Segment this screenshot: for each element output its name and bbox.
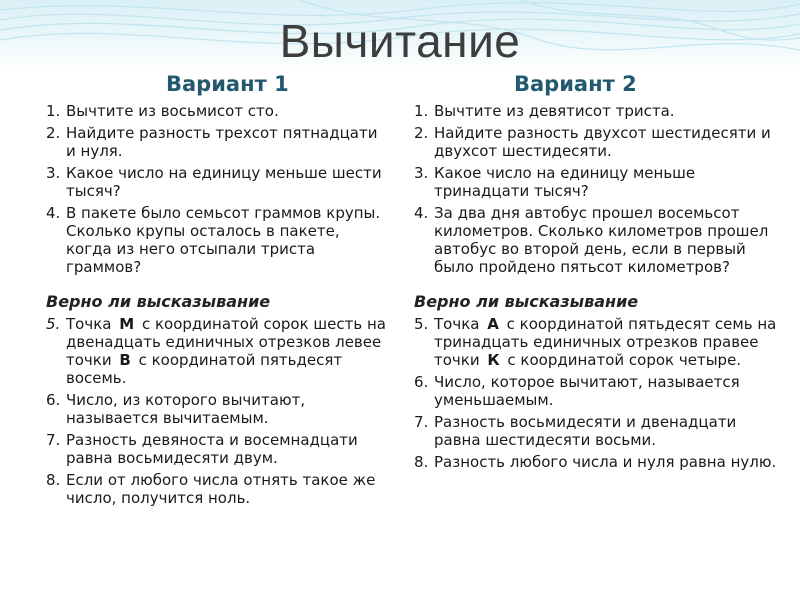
- question-text: За два дня автобус прошел восемьсот километров. Сколько километров прошел автобус во второй день, если в первый было пройдено пятьсот километров?: [434, 204, 769, 276]
- v2-question-6: [414, 373, 784, 409]
- variant-2-header: Вариант 2: [514, 72, 637, 96]
- point-letter: М: [119, 315, 135, 333]
- v2-question-2: [414, 124, 784, 160]
- question-number: 1.: [414, 102, 429, 120]
- question-number: 4.: [46, 204, 61, 222]
- question-number: 5.: [414, 315, 429, 333]
- variant-1-header: Вариант 1: [166, 72, 289, 96]
- question-number: 4.: [414, 204, 429, 222]
- v2-question-5: [414, 315, 784, 369]
- question-text: с координатой пятьдесят семь на тринадцать единичных отрезков правее точки: [434, 315, 777, 369]
- v2-question-8: [414, 453, 784, 471]
- question-text: Разность восьмидесяти и двенадцати равна шестидесяти восьми.: [434, 413, 737, 449]
- v1-question-6: [46, 391, 386, 427]
- point-letter: А: [487, 315, 499, 333]
- question-text: Если от любого числа отнять такое же число, получится ноль.: [66, 471, 376, 507]
- question-number: 2.: [46, 124, 61, 142]
- question-text: Какое число на единицу меньше тринадцати тысяч?: [434, 164, 696, 200]
- v1-section-heading: Верно ли высказывание: [46, 292, 271, 311]
- question-text: Разность любого числа и нуля равна нулю.: [434, 453, 777, 471]
- question-number: 6.: [414, 373, 429, 391]
- v1-question-1: [46, 102, 386, 120]
- question-text: с координатой сорок шесть на двенадцать единичных отрезков левее точки: [66, 315, 386, 369]
- v1-question-5: [46, 315, 386, 387]
- question-text: с координатой сорок четыре.: [507, 351, 742, 369]
- question-number: 3.: [414, 164, 429, 182]
- v1-question-3: [46, 164, 386, 200]
- question-text: Найдите разность трехсот пятнадцати и нуля.: [66, 124, 378, 160]
- question-text: Какое число на единицу меньше шести тысяч?: [66, 164, 382, 200]
- question-text: Найдите разность двухсот шестидесяти и двухсот шестидесяти.: [434, 124, 771, 160]
- question-number: 1.: [46, 102, 61, 120]
- v2-question-7: [414, 413, 784, 449]
- question-text: Точка: [66, 315, 112, 333]
- question-text: Разность девяноста и восемнадцати равна восьмидесяти двум.: [66, 431, 358, 467]
- question-text: Вычтите из девятисот триста.: [434, 102, 675, 120]
- question-number: 8.: [414, 453, 429, 471]
- variant-1-column: [46, 72, 386, 511]
- page-title: Вычитание: [279, 15, 521, 67]
- question-text: Число, которое вычитают, называется уменьшаемым.: [434, 373, 740, 409]
- point-letter: К: [487, 351, 500, 369]
- question-number: 6.: [46, 391, 61, 409]
- question-number: 5.: [46, 315, 61, 333]
- question-number: 2.: [414, 124, 429, 142]
- question-number: 7.: [46, 431, 61, 449]
- v1-question-2: [46, 124, 386, 160]
- v2-question-3: [414, 164, 784, 200]
- variant-2-column: [414, 72, 784, 475]
- question-text: Число, из которого вычитают, называется вычитаемым.: [66, 391, 306, 427]
- v2-question-1: [414, 102, 784, 120]
- point-letter: В: [119, 351, 131, 369]
- v1-question-7: [46, 431, 386, 467]
- question-number: 8.: [46, 471, 61, 489]
- question-number: 3.: [46, 164, 61, 182]
- v2-question-4: [414, 204, 784, 276]
- question-text: Точка: [434, 315, 480, 333]
- v1-question-8: [46, 471, 386, 507]
- question-text: с координатой пятьдесят восемь.: [66, 351, 343, 387]
- v1-question-4: [46, 204, 386, 276]
- question-text: В пакете было семьсот граммов крупы. Сколько крупы осталось в пакете, когда из него отсыпали триста граммов?: [66, 204, 381, 276]
- question-text: Вычтите из восьмисот сто.: [66, 102, 279, 120]
- v2-section-heading: Верно ли высказывание: [414, 292, 639, 311]
- question-number: 7.: [414, 413, 429, 431]
